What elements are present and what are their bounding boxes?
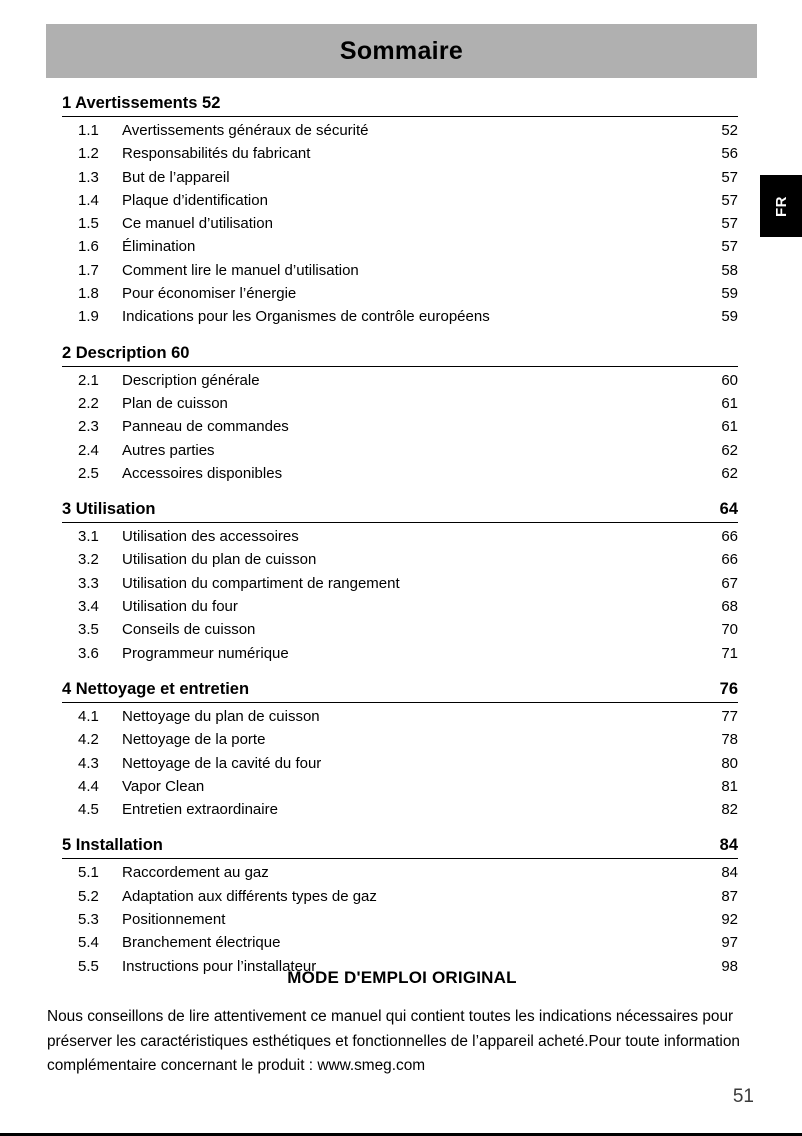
toc-section-gap	[62, 329, 738, 342]
toc-entry-page: 59	[721, 308, 738, 326]
toc-entry[interactable]	[62, 462, 738, 485]
toc-entry-number: 2.5	[78, 464, 99, 482]
toc-entry-title: Plaque d’identification	[122, 191, 268, 209]
toc-entry-number: 4.5	[78, 801, 99, 819]
toc-entry[interactable]	[62, 798, 738, 821]
toc-entry-title: Programmeur numérique	[122, 644, 289, 662]
toc-section-divider	[62, 858, 738, 859]
toc-section-divider	[62, 366, 738, 367]
toc-entry-title: Élimination	[122, 238, 196, 256]
toc-entry-title: Plan de cuisson	[122, 394, 228, 412]
toc-entry-title: Pour économiser l’énergie	[122, 285, 297, 303]
toc-entry-page: 77	[721, 707, 738, 725]
toc-entry[interactable]	[62, 166, 738, 189]
toc-entry[interactable]	[62, 392, 738, 415]
toc-entry-page: 71	[721, 644, 738, 662]
toc-entry-title: Panneau de commandes	[122, 418, 289, 436]
footer-block	[47, 968, 757, 1079]
table-of-contents	[62, 92, 738, 978]
toc-entry[interactable]	[62, 642, 738, 665]
toc-entry-page: 57	[721, 168, 738, 186]
toc-section	[62, 498, 738, 665]
toc-section-title: 3 Utilisation	[62, 500, 156, 519]
toc-entry[interactable]	[62, 142, 738, 165]
toc-section-title: 2 Description 60	[62, 343, 190, 362]
toc-entry-page: 97	[721, 934, 738, 952]
toc-entry-number: 3.3	[78, 574, 99, 592]
toc-entry-title: Autres parties	[122, 441, 215, 459]
toc-entry[interactable]	[62, 775, 738, 798]
toc-entry[interactable]	[62, 861, 738, 884]
toc-section-header[interactable]	[62, 678, 738, 702]
toc-section-title: 4 Nettoyage et entretien	[62, 679, 250, 698]
toc-entry-page: 56	[721, 145, 738, 163]
toc-entry-number: 4.2	[78, 731, 99, 749]
toc-entry-title: But de l’appareil	[122, 168, 230, 186]
toc-entry-page: 62	[721, 464, 738, 482]
toc-section	[62, 342, 738, 485]
toc-entry[interactable]	[62, 305, 738, 328]
toc-section-header[interactable]	[62, 92, 738, 116]
toc-section-page: 64	[719, 500, 738, 519]
toc-entry-title: Nettoyage de la porte	[122, 731, 266, 749]
toc-entry[interactable]	[62, 572, 738, 595]
toc-entry-title: Description générale	[122, 371, 260, 389]
toc-entry[interactable]	[62, 705, 738, 728]
toc-entry-number: 4.4	[78, 777, 99, 795]
toc-entry-number: 1.1	[78, 122, 99, 139]
toc-section-gap	[62, 485, 738, 498]
toc-entry-number: 3.5	[78, 621, 99, 639]
toc-entry-page: 52	[721, 122, 738, 139]
toc-section-header[interactable]	[62, 342, 738, 366]
toc-entry-page: 78	[721, 731, 738, 749]
toc-entry-number: 3.2	[78, 551, 99, 569]
language-tab-fr	[760, 175, 802, 237]
toc-entry-title: Vapor Clean	[122, 777, 205, 795]
toc-entry-title: Utilisation du plan de cuisson	[122, 551, 317, 569]
toc-entry[interactable]	[62, 728, 738, 751]
toc-section-title: 5 Installation	[62, 836, 163, 855]
toc-entry[interactable]	[62, 415, 738, 438]
toc-entry[interactable]	[62, 212, 738, 235]
toc-section-header[interactable]	[62, 834, 738, 858]
toc-entry[interactable]	[62, 235, 738, 258]
toc-entry[interactable]	[62, 189, 738, 212]
toc-entry-page: 68	[721, 598, 738, 616]
toc-entry-number: 2.4	[78, 441, 99, 459]
toc-entry-title: Utilisation du four	[122, 598, 238, 616]
toc-entry-page: 66	[721, 528, 738, 546]
toc-entry-number: 1.3	[78, 168, 99, 186]
toc-entry-page: 57	[721, 191, 738, 209]
toc-entry-page: 66	[721, 551, 738, 569]
toc-entry-title: Accessoires disponibles	[122, 464, 283, 482]
toc-entry-number: 4.1	[78, 707, 99, 725]
toc-entry[interactable]	[62, 908, 738, 931]
toc-entry-page: 67	[721, 574, 738, 592]
toc-entry-title: Comment lire le manuel d’utilisation	[122, 261, 359, 279]
toc-entry-page: 57	[721, 238, 738, 256]
toc-section-title: 1 Avertissements 52	[62, 94, 221, 112]
toc-entry-number: 5.4	[78, 934, 99, 952]
toc-entry[interactable]	[62, 618, 738, 641]
toc-entry-page: 61	[721, 418, 738, 436]
toc-section-divider	[62, 522, 738, 523]
toc-entry-number: 2.2	[78, 394, 99, 412]
toc-entry-page: 98	[721, 957, 738, 975]
toc-entry[interactable]	[62, 931, 738, 954]
toc-entry-number: 5.5	[78, 957, 99, 975]
toc-entry-number: 2.3	[78, 418, 99, 436]
toc-entry-title: Utilisation des accessoires	[122, 528, 299, 546]
toc-entry-page: 84	[721, 864, 738, 882]
toc-entry-title: Utilisation du compartiment de rangement	[122, 574, 400, 592]
toc-entry[interactable]	[62, 885, 738, 908]
toc-entry[interactable]	[62, 369, 738, 392]
toc-entry-number: 1.4	[78, 191, 99, 209]
toc-entry-page: 82	[721, 801, 738, 819]
toc-section-gap	[62, 665, 738, 678]
footer-heading: MODE D'EMPLOI ORIGINAL	[287, 968, 517, 987]
toc-section-gap	[62, 821, 738, 834]
toc-entry-page: 80	[721, 754, 738, 772]
toc-entry-number: 3.1	[78, 528, 99, 546]
toc-entry-number: 2.1	[78, 371, 99, 389]
toc-entry[interactable]	[62, 752, 738, 775]
toc-entry-title: Nettoyage du plan de cuisson	[122, 707, 320, 725]
toc-entry-number: 3.4	[78, 598, 99, 616]
page-title: Sommaire	[339, 36, 464, 65]
toc-section-header[interactable]	[62, 498, 738, 522]
toc-entry-page: 61	[721, 394, 738, 412]
toc-entry[interactable]	[62, 548, 738, 571]
toc-entry-number: 5.1	[78, 864, 99, 882]
toc-entry-title: Conseils de cuisson	[122, 621, 256, 639]
toc-entry-number: 1.7	[78, 261, 99, 279]
toc-entry-page: 58	[721, 261, 738, 279]
toc-section-divider	[62, 116, 738, 117]
toc-entry-number: 1.9	[78, 308, 99, 326]
toc-entry-page: 60	[721, 371, 738, 389]
toc-section-divider	[62, 702, 738, 703]
toc-entry-title: Nettoyage de la cavité du four	[122, 754, 322, 772]
toc-section	[62, 834, 738, 977]
page-header-bar	[46, 24, 757, 78]
toc-section	[62, 678, 738, 821]
toc-entry-page: 59	[721, 285, 738, 303]
toc-entry-title: Indications pour les Organismes de contrôle européens	[122, 308, 490, 326]
toc-entry[interactable]	[62, 525, 738, 548]
toc-entry-number: 1.8	[78, 285, 99, 303]
toc-entry-title: Entretien extraordinaire	[122, 801, 278, 819]
toc-entry-title: Adaptation aux différents types de gaz	[122, 887, 377, 905]
toc-entry-page: 87	[721, 887, 738, 905]
toc-entry[interactable]	[62, 595, 738, 618]
toc-entry-page: 62	[721, 441, 738, 459]
toc-entry[interactable]	[62, 282, 738, 305]
toc-entry-number: 1.2	[78, 145, 99, 163]
toc-entry-title: Avertissements généraux de sécurité	[122, 122, 369, 139]
toc-entry-page: 81	[721, 777, 738, 795]
toc-entry-title: Instructions pour l’installateur	[122, 957, 317, 975]
toc-entry[interactable]	[62, 259, 738, 282]
toc-section-page: 76	[719, 679, 738, 698]
toc-entry-number: 5.2	[78, 887, 99, 905]
toc-entry-title: Positionnement	[122, 911, 226, 929]
toc-entry-number: 4.3	[78, 754, 99, 772]
toc-entry-page: 70	[721, 621, 738, 639]
toc-entry-title: Responsabilités du fabricant	[122, 145, 311, 163]
footer-body-text: Nous conseillons de lire attentivement ce manuel qui contient toutes les indications nécessaires pour préserver les caractéristiques esthétiques et fonctionnelles de l’appareil acheté.Pour toute information complémentaire concernant le produit : www.smeg.com	[47, 1008, 740, 1074]
toc-entry-number: 3.6	[78, 644, 99, 662]
toc-entry-title: Ce manuel d’utilisation	[122, 215, 273, 233]
language-tab-label: FR	[772, 195, 790, 217]
toc-entry-title: Branchement électrique	[122, 934, 281, 952]
toc-entry-page: 92	[721, 911, 738, 929]
toc-entry-title: Raccordement au gaz	[122, 864, 269, 882]
toc-entry[interactable]	[62, 119, 738, 142]
toc-entry-number: 1.5	[78, 215, 99, 233]
toc-entry-number: 1.6	[78, 238, 99, 256]
toc-section	[62, 92, 738, 329]
toc-section-page: 84	[719, 836, 738, 855]
toc-entry[interactable]	[62, 439, 738, 462]
page-number: 51	[732, 1086, 754, 1107]
toc-entry-page: 57	[721, 215, 738, 233]
toc-entry-number: 5.3	[78, 911, 99, 929]
